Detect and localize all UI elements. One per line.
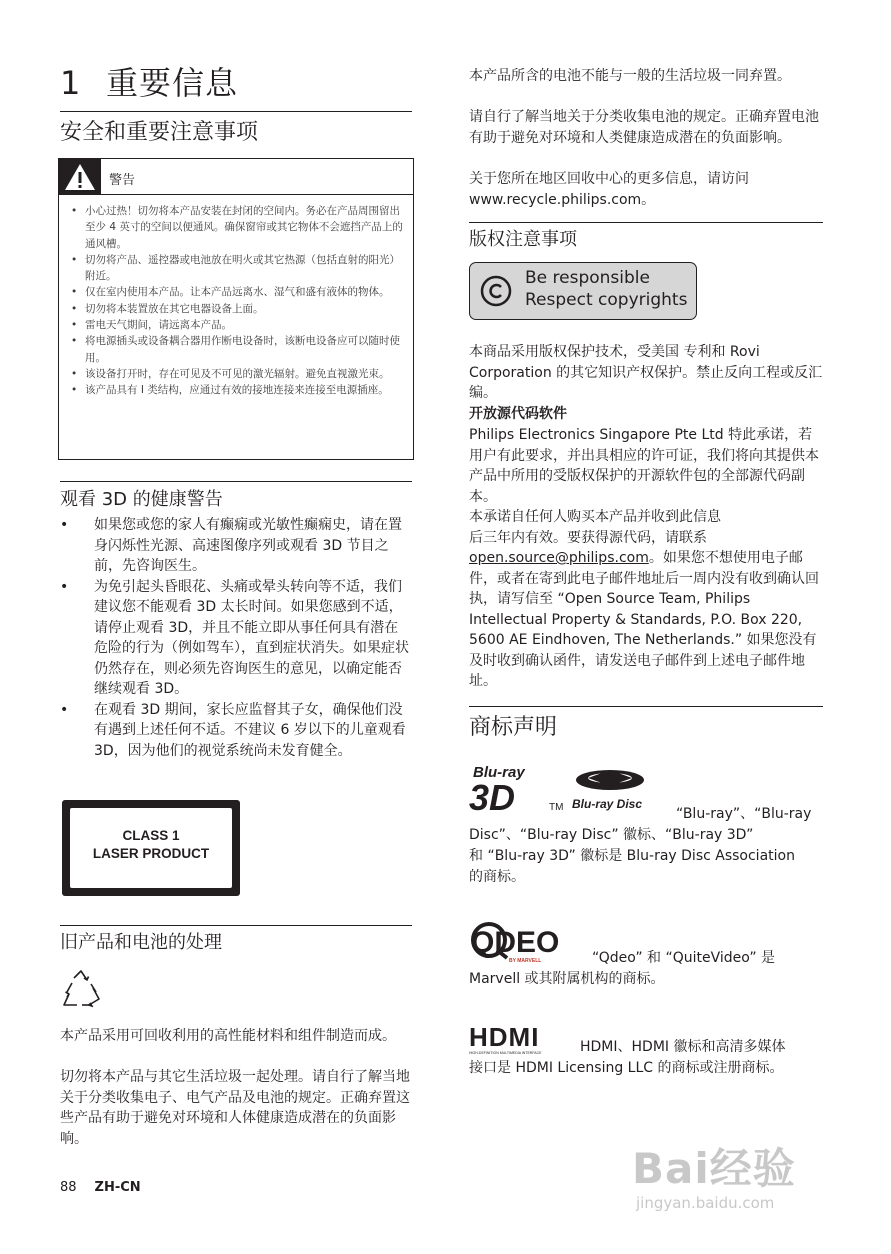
divider bbox=[60, 111, 412, 112]
qdeo-logo bbox=[469, 920, 579, 966]
warning-header bbox=[59, 159, 413, 195]
bluray-3d-text: 3D bbox=[469, 777, 516, 814]
language-code: ZH-CN bbox=[94, 1180, 141, 1195]
open-source-text: 。如果您不想使用电子邮件，或者在寄到此电子邮件地址后一周内没有收到确认回执，请写信至 “Open Source Team, Philips Intellectual Property & Standards, P.O. Box 220, 5600 AE Eindhoven, The Netherlands.” 如果您没有及时收到确认函件，请发送电子邮件到上述电子邮件地址。 bbox=[469, 550, 819, 689]
list-item: • 雷电天气期间，请远离本产品。 bbox=[69, 317, 403, 333]
warning-icon bbox=[59, 159, 101, 195]
divider bbox=[469, 706, 823, 707]
bluray-tm-text: TM bbox=[549, 802, 564, 813]
trademarks-heading: 商标声明 bbox=[469, 715, 558, 740]
trademark-text: “Qdeo” 和 “QuiteVideo” 是 bbox=[592, 950, 776, 966]
health-3d-list bbox=[60, 515, 412, 761]
list-item: • 为免引起头昏眼花、头痛或晕头转向等不适，我们建议您不能观看 3D 太长时间。如果您感到不适，请停止观看 3D，并且不能立即从事任何具有潜在危险的行为（例如驾车），直到症状消失。如果症状仍然存在，则必须先咨询医生的意见，以确定能否继续观看 3D。 bbox=[60, 577, 412, 700]
trademark-text: HDMI、HDMI 徽标和高清多媒体 bbox=[580, 1039, 786, 1055]
list-item: • 切勿将产品、遥控器或电池放在明火或其它热源（包括直射的阳光）附近。 bbox=[69, 252, 403, 285]
open-source-title: 开放源代码软件 bbox=[469, 406, 567, 422]
open-source-paragraph: Philips Electronics Singapore Pte Ltd 特此承诺，若用户有此要求，并出具相应的许可证，我们将向其提供本产品中所用的受版权保护的开源软件包的全部源代码副本。 bbox=[469, 427, 819, 505]
warning-box bbox=[58, 158, 414, 460]
safety-heading: 安全和重要注意事项 bbox=[60, 120, 259, 145]
list-item: • 该设备打开时，存在可见及不可见的激光辐射。避免直视激光束。 bbox=[69, 366, 403, 382]
bluray-disc-text: Blu-ray Disc bbox=[572, 797, 643, 811]
open-source-text: 后三年内有效。要获得源代码，请联系 bbox=[469, 529, 707, 546]
laser-product-label bbox=[62, 800, 240, 896]
divider bbox=[469, 222, 823, 223]
copyright-paragraph: 本商品采用版权保护技术，受美国 专利和 Rovi Corporation 的其它知识产权保护。禁止反向工程或反汇编。 bbox=[469, 344, 823, 401]
disposal-paragraph: 切勿将本产品与其它生活垃圾一起处理。请自行了解当地关于分类收集电子、电气产品及电池的规定。正确弃置这些产品有助于避免对环境和人体健康造成潜在的负面影响。 bbox=[60, 1069, 410, 1147]
trademark-text: 接口是 HDMI Licensing LLC 的商标或注册商标。 bbox=[469, 1060, 784, 1076]
email-link[interactable]: open.source@philips.com bbox=[469, 550, 649, 566]
badge-line-1: Be responsible bbox=[525, 268, 650, 288]
list-item: • 小心过热！切勿将本产品安装在封闭的空间内。务必在产品周围留出至少 4 英寸的空间以便通风。确保窗帘或其它物体不会遮挡产品上的通风槽。 bbox=[69, 203, 403, 252]
chapter-title bbox=[60, 58, 238, 104]
warning-label: 警告 bbox=[109, 173, 136, 188]
watermark-brand: Bai经验 bbox=[632, 1144, 796, 1193]
open-source-text: 本承诺自任何人购买本产品并收到此信息 bbox=[469, 509, 721, 525]
bluray-3d-logo bbox=[469, 762, 565, 814]
list-item: • 仅在室内使用本产品。让本产品远离水、湿气和盛有液体的物体。 bbox=[69, 284, 403, 300]
watermark-url: jingyan.baidu.com bbox=[636, 1194, 775, 1212]
hdmi-logo-text: HDMI bbox=[469, 1024, 540, 1052]
copyright-circle-icon bbox=[480, 275, 512, 307]
baidu-watermark bbox=[632, 1116, 832, 1226]
disposal-heading: 旧产品和电池的处理 bbox=[60, 932, 222, 953]
hdmi-sub-text: HIGH-DEFINITION MULTIMEDIA INTERFACE bbox=[469, 1051, 542, 1055]
page-footer bbox=[60, 1180, 141, 1195]
disposal-paragraph: 请自行了解当地关于分类收集电池的规定。正确弃置电池有助于避免对环境和人类健康造成潜在的负面影响。 bbox=[469, 109, 819, 146]
page-number: 88 bbox=[60, 1180, 77, 1195]
qdeo-logo-text: QDEO bbox=[471, 926, 560, 959]
badge-line-2: Respect copyrights bbox=[525, 290, 688, 310]
list-item: • 该产品具有 I 类结构，应通过有效的接地连接来连接至电源插座。 bbox=[69, 382, 403, 398]
laser-product-text: LASER PRODUCT bbox=[92, 846, 210, 861]
chapter-number: 1 bbox=[60, 64, 82, 102]
chapter-title-text: 重要信息 bbox=[106, 64, 239, 102]
hdmi-logo bbox=[469, 1024, 575, 1056]
warning-list bbox=[69, 203, 403, 399]
copyright-badge bbox=[469, 262, 697, 320]
bluray-disc-logo bbox=[572, 766, 662, 814]
health-3d-heading: 观看 3D 的健康警告 bbox=[60, 489, 223, 510]
laser-class-text: CLASS 1 bbox=[122, 828, 180, 843]
open-source-paragraph bbox=[469, 507, 823, 692]
divider bbox=[60, 481, 412, 482]
list-item: • 切勿将本装置放在其它电器设备上面。 bbox=[69, 301, 403, 317]
bluray-logo-text: Blu-ray bbox=[473, 764, 525, 781]
list-item: • 如果您或您的家人有癫痫或光敏性癫痫史，请在置身闪烁性光源、高速图像序列或观看 3D 节目之前，先咨询医生。 bbox=[60, 515, 412, 577]
copyright-heading: 版权注意事项 bbox=[469, 229, 577, 250]
disposal-paragraph: 本产品采用可回收利用的高性能材料和组件制造而成。 bbox=[60, 1028, 396, 1044]
trademark-text: “Blu-ray”、“Blu-ray bbox=[676, 806, 812, 822]
list-item: • 在观看 3D 期间，家长应监督其子女，确保他们没有遇到上述任何不适。不建议 6 岁以下的儿童观看 3D，因为他们的视觉系统尚未发育健全。 bbox=[60, 700, 412, 762]
recycle-icon bbox=[60, 968, 102, 1010]
trademark-text: 的商标。 bbox=[469, 869, 525, 885]
trademark-text: Disc”、“Blu-ray Disc” 徽标、“Blu-ray 3D” bbox=[469, 827, 754, 843]
divider bbox=[60, 925, 412, 926]
recycle-link-paragraph: 关于您所在地区回收中心的更多信息，请访问 www.recycle.philips.com。 bbox=[469, 171, 749, 208]
list-item: • 将电源插头或设备耦合器用作断电设备时，该断电设备应可以随时使用。 bbox=[69, 333, 403, 366]
qdeo-sub-text: BY MARVELL bbox=[509, 958, 542, 964]
trademark-text: 和 “Blu-ray 3D” 徽标是 Blu-ray Disc Association bbox=[469, 848, 795, 864]
disposal-paragraph: 本产品所含的电池不能与一般的生活垃圾一同弃置。 bbox=[469, 68, 791, 84]
trademark-text: Marvell 或其附属机构的商标。 bbox=[469, 971, 665, 987]
